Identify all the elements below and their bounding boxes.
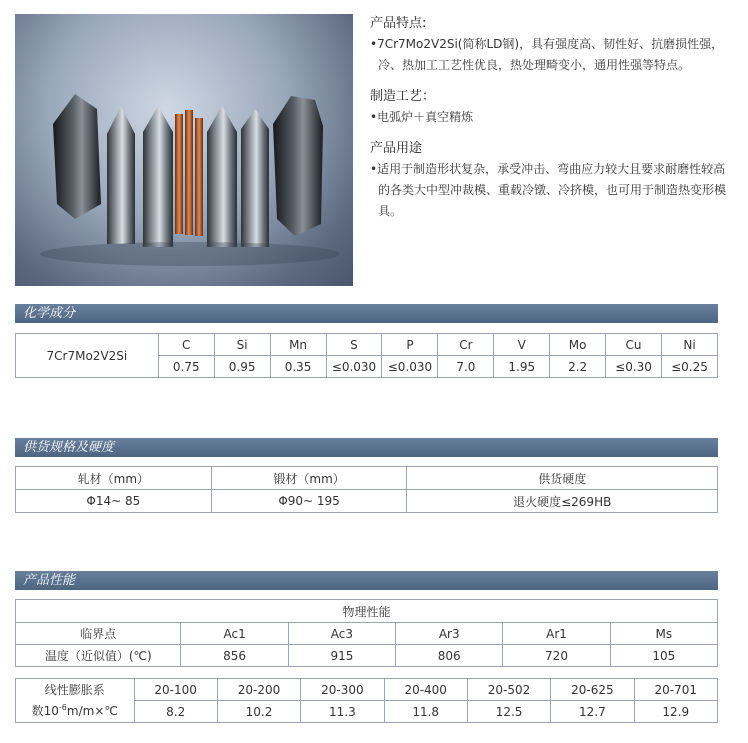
expansion-value: 12.7 [551,701,634,723]
usage-text: •适用于制造形状复杂，承受冲击、弯曲应力较大且要求耐磨性较高的各类大中型冲裁模、重载冷镦、冷挤模，也可用于制造热变形模具。 [370,162,727,218]
element-header: Cu [606,334,662,356]
supply-value: Φ90~ 195 [211,490,407,513]
expansion-value: 8.2 [134,701,217,723]
chem-grade: 7Cr7Mo2V2Si [16,334,159,378]
feature-text-block [370,14,730,224]
temp-value: 806 [396,645,503,667]
element-value: ≤0.030 [382,356,438,378]
element-value: 0.75 [158,356,214,378]
expansion-table [15,678,718,723]
critical-point: Ac1 [181,623,288,645]
element-header: Si [214,334,270,356]
usage-title: 产品用途 [370,141,423,156]
expansion-value: 12.9 [634,701,717,723]
temp-range: 20-100 [134,679,217,701]
element-value: 1.95 [494,356,550,378]
element-value: ≤0.030 [326,356,382,378]
element-value: ≤0.30 [606,356,662,378]
physical-table [15,599,718,667]
expansion-exponent: -6 [58,703,67,712]
supply-header: 锻材（mm） [211,467,407,490]
temp-value: 915 [288,645,395,667]
expansion-value: 10.2 [217,701,300,723]
element-header: Mn [270,334,326,356]
chem-table [15,333,718,378]
dies-illustration [15,14,353,286]
process-title: 制造工艺： [370,89,436,104]
expansion-value: 11.8 [384,701,467,723]
element-value: 0.95 [214,356,270,378]
critical-point: Ar1 [503,623,610,645]
expansion-label-line2: 数10 [31,704,59,718]
temp-range: 20-300 [301,679,384,701]
expansion-label-line1: 线性膨胀系 [44,683,105,697]
perf-section-bar: 产品性能 [15,571,718,590]
features-title: 产品特点: [370,16,427,31]
element-header: V [494,334,550,356]
chem-section-bar: 化学成分 [15,304,718,323]
critical-point: Ac3 [288,623,395,645]
critical-point: Ms [610,623,717,645]
supply-header: 轧材（mm） [16,467,212,490]
temp-label: 温度（近似值）(℃) [16,645,181,667]
element-header: S [326,334,382,356]
element-value: 7.0 [438,356,494,378]
temp-value: 856 [181,645,288,667]
expansion-value: 12.5 [467,701,550,723]
element-header: P [382,334,438,356]
temp-range: 20-400 [384,679,467,701]
physical-title: 物理性能 [16,600,718,623]
supply-value: 退火硬度≤269HB [407,490,718,513]
expansion-value: 11.3 [301,701,384,723]
temp-value: 105 [610,645,717,667]
product-photo [15,14,353,286]
temp-value: 720 [503,645,610,667]
process-text: •电弧炉＋真空精炼 [370,110,474,124]
expansion-unit: m/m×℃ [66,704,118,718]
critical-label: 临界点 [16,623,181,645]
element-header: Mo [550,334,606,356]
supply-header: 供货硬度 [407,467,718,490]
supply-section-bar: 供货规格及硬度 [15,438,718,457]
element-header: Ni [662,334,718,356]
critical-point: Ar3 [396,623,503,645]
temp-range: 20-200 [217,679,300,701]
supply-value: Φ14~ 85 [16,490,212,513]
element-header: Cr [438,334,494,356]
temp-range: 20-701 [634,679,717,701]
element-header: C [158,334,214,356]
temp-range: 20-625 [551,679,634,701]
supply-table [15,466,718,513]
features-text: •7Cr7Mo2V2Si(简称LD钢)，具有强度高、韧性好、抗磨损性强，冷、热加工工艺性优良，热处理畸变小，通用性强等特点。 [370,37,724,72]
element-value: ≤0.25 [662,356,718,378]
element-value: 0.35 [270,356,326,378]
expansion-label [16,679,135,723]
element-value: 2.2 [550,356,606,378]
temp-range: 20-502 [467,679,550,701]
